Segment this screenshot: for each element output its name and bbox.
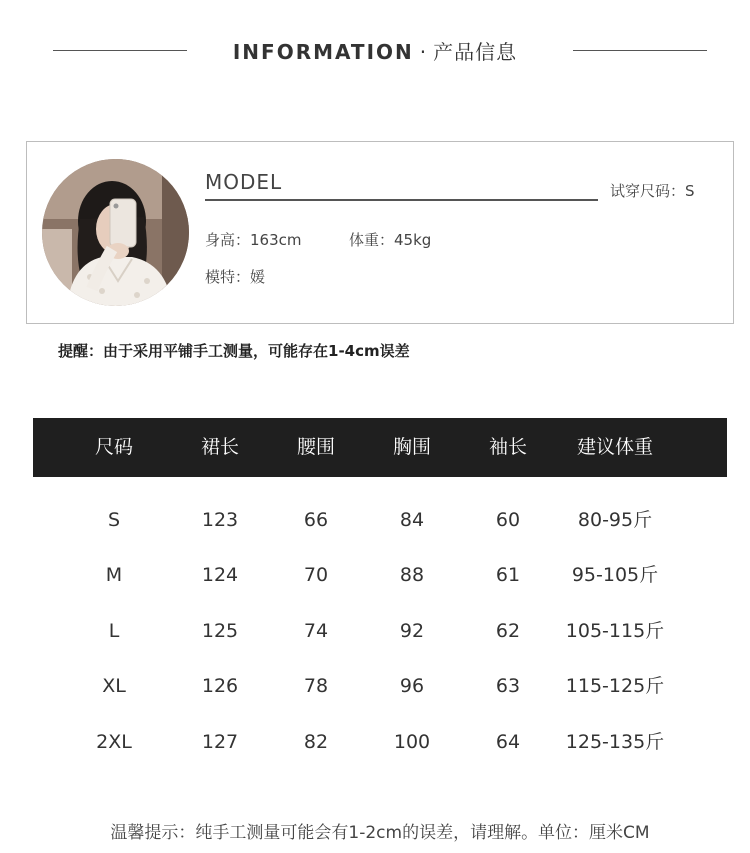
try-on-size: 试穿尺码：S [610,182,695,200]
footer-note: 温馨提示：纯手工测量可能会有1-2cm的误差，请理解。单位：厘米CM [110,823,650,843]
sleeve-cell: 60 [495,509,521,531]
bust-cell: 100 [393,731,431,753]
title-chinese: 产品信息 [433,40,518,64]
bust-cell: 88 [399,564,425,586]
length-cell: 126 [201,675,239,697]
header-divider-left [53,50,187,51]
model-heading: MODEL [205,170,283,194]
weight-cell: 125-135斤 [565,731,665,753]
waist-cell: 74 [303,620,329,642]
bust-cell: 84 [399,509,425,531]
size-cell: M [105,564,123,586]
weight-cell: 80-95斤 [577,509,653,531]
size-cell: S [107,509,121,531]
bust-cell: 92 [399,620,425,642]
waist-cell: 70 [303,564,329,586]
model-photo-icon [42,159,189,306]
waist-cell: 82 [303,731,329,753]
model-height: 身高：163cm [205,231,302,249]
column-header-sleeve: 袖长 [488,436,527,458]
waist-cell: 78 [303,675,329,697]
length-cell: 123 [201,509,239,531]
length-cell: 125 [201,620,239,642]
length-cell: 124 [201,564,239,586]
weight-cell: 105-115斤 [565,620,665,642]
model-heading-underline [205,199,598,201]
size-cell: L [108,620,120,642]
size-cell: XL [102,675,126,697]
bust-cell: 96 [399,675,425,697]
size-cell: 2XL [96,731,132,753]
column-header-bust: 胸围 [392,436,431,458]
weight-cell: 95-105斤 [571,564,659,586]
model-name: 模特：媛 [205,268,266,286]
sleeve-cell: 61 [495,564,521,586]
page-title [200,36,550,65]
sleeve-cell: 62 [495,620,521,642]
title-separator: · [419,40,428,64]
model-card [26,141,734,324]
column-header-size: 尺码 [94,436,133,458]
waist-cell: 66 [303,509,329,531]
model-avatar [42,159,189,306]
sleeve-cell: 64 [495,731,521,753]
title-english: INFORMATION [232,40,414,64]
model-weight: 体重：45kg [349,231,432,249]
measurement-reminder: 提醒：由于采用平铺手工测量，可能存在1-4cm误差 [58,342,410,360]
length-cell: 127 [201,731,239,753]
sleeve-cell: 63 [495,675,521,697]
size-table-header [33,418,727,477]
weight-cell: 115-125斤 [565,675,665,697]
header-divider-right [573,50,707,51]
column-header-waist: 腰围 [296,436,335,458]
column-header-weight: 建议体重 [576,436,653,458]
column-header-length: 裙长 [200,436,239,458]
